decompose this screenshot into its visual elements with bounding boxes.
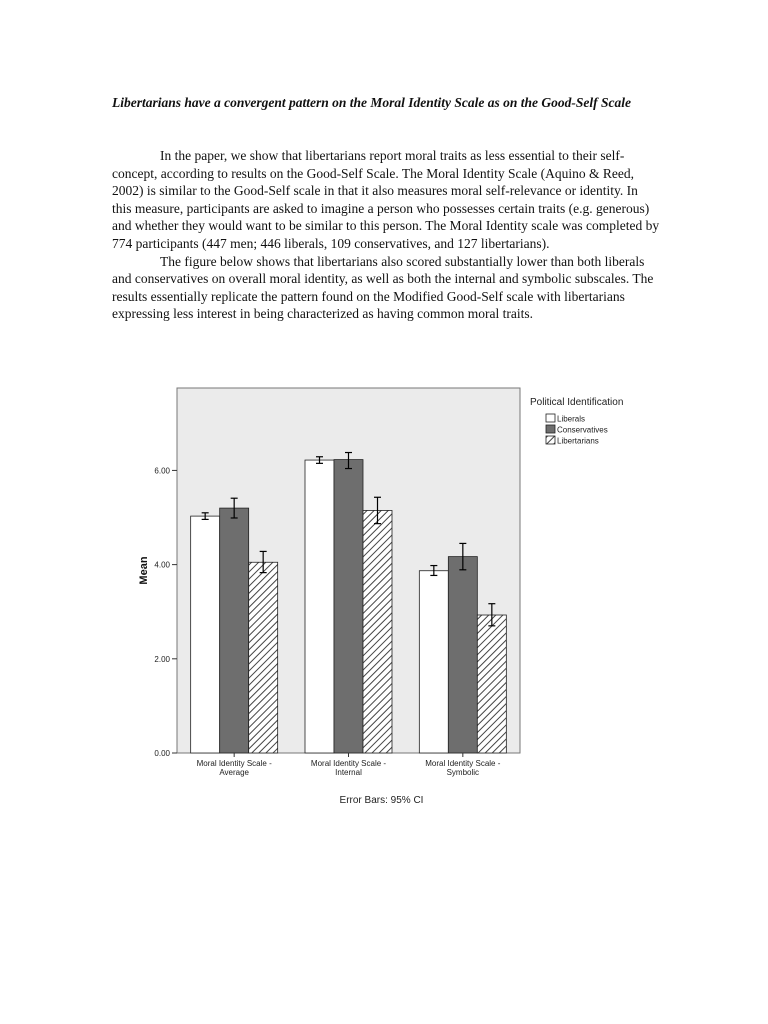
legend-label-conservatives: Conservatives bbox=[557, 425, 608, 435]
legend-label-libertarians: Libertarians bbox=[557, 436, 599, 446]
legend-swatch-conservatives bbox=[546, 425, 555, 433]
x-tick-label: Moral Identity Scale - bbox=[425, 759, 501, 768]
bar-conservatives bbox=[220, 508, 249, 753]
y-tick-label: 4.00 bbox=[154, 560, 170, 570]
document-title: Libertarians have a convergent pattern on the Moral Identity Scale as on the Good-Self Scale bbox=[112, 95, 631, 110]
x-tick-label: Symbolic bbox=[446, 768, 480, 777]
bar-liberals bbox=[419, 571, 448, 753]
chart-footnote: Error Bars: 95% CI bbox=[339, 795, 424, 806]
bar-libertarians bbox=[477, 615, 506, 753]
legend-swatch-libertarians bbox=[546, 436, 555, 444]
legend-swatch-liberals bbox=[546, 414, 555, 422]
bar-conservatives bbox=[448, 557, 477, 753]
legend-label-liberals: Liberals bbox=[557, 414, 586, 424]
legend-title: Political Identification bbox=[530, 397, 624, 408]
y-tick-label: 0.00 bbox=[154, 749, 170, 758]
bar-liberals bbox=[191, 516, 220, 753]
y-tick-label: 6.00 bbox=[154, 466, 170, 476]
paragraph-1: In the paper, we show that libertarians report moral traits as less essential to their self-concept, according to results on the Good-Self Scale. The Moral Identity Scale (Aquino & Reed, 2002) is similar to the Good-Self scale in that it also measures moral self-relevance or identity. In this measure, participants are asked to imagine a person who possesses certain traits (e.g. generous) and whether they would want to be similar to this person. The Moral Identity scale was completed by 774 participants (447 men; 446 liberals, 109 conservatives, and 127 libertarians). bbox=[112, 148, 660, 251]
x-tick-label: Average bbox=[219, 768, 249, 777]
bar-liberals bbox=[305, 460, 334, 753]
bar-libertarians bbox=[249, 562, 278, 753]
bar-conservatives bbox=[334, 460, 363, 753]
bar-libertarians bbox=[363, 510, 392, 753]
paragraph-2: The figure below shows that libertarians also scored substantially lower than both liberals and conservatives on overall moral identity, as well as both the internal and symbolic subscales. The results essentially replicate the pattern found on the Modified Good-Self scale with libertarians expressing less interest in being characterized as having common moral traits. bbox=[112, 253, 654, 322]
x-tick-label: Internal bbox=[335, 768, 362, 777]
y-tick-label: 2.00 bbox=[154, 654, 170, 664]
x-tick-label: Moral Identity Scale - bbox=[196, 759, 272, 768]
x-tick-label: Moral Identity Scale - bbox=[310, 759, 387, 768]
y-axis-label: Mean bbox=[138, 556, 150, 585]
